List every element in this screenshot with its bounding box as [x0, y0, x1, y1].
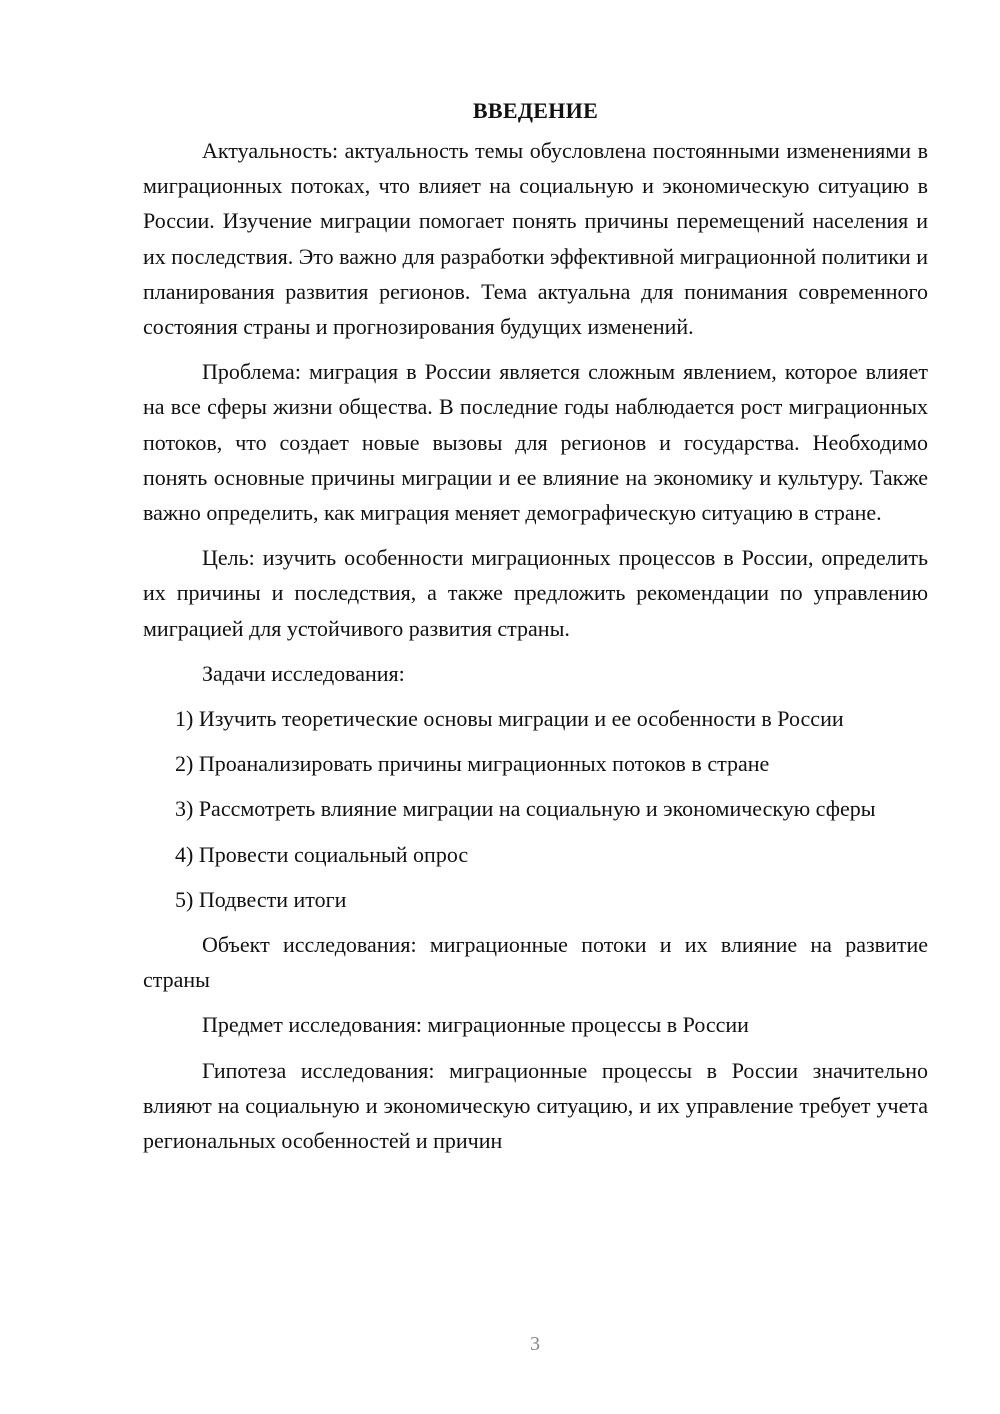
object-paragraph: Объект исследования: миграционные потоки и их влияние на развитие страны [143, 932, 928, 993]
task-item: 2) Проанализировать причины миграционных потоков в стране [175, 751, 770, 777]
task-item: 5) Подвести итоги [175, 886, 347, 912]
task-item: 1) Изучить теоретические основы миграции и ее особенности в России [175, 706, 844, 732]
document-page [143, 93, 928, 1168]
problem-paragraph: Проблема: миграция в России является сложным явлением, которое влияет на все сферы жизни общества. В последние годы наблюдается рост миграционных потоков, что создает новые вызовы для регионов и государства. Необходимо понять основные причины миграции и ее влияние на экономику и культуру. Также важно определить, как миграция меняет демографическую ситуацию в стране. [143, 359, 928, 526]
relevance-paragraph: Актуальность: актуальность темы обусловлена постоянными изменениями в миграционных потоках, что влияет на социальную и экономическую ситуацию в России. Изучение миграции помогает понять причины перемещений населения и их последствия. Это важно для разработки эффективной миграционной политики и планирования развития регионов. Тема актуальна для понимания современного состояния страны и прогнозирования будущих изменений. [143, 138, 928, 340]
hypothesis-paragraph: Гипотеза исследования: миграционные процессы в России значительно влияют на социальную и экономическую ситуацию, и их управление требует учета региональных особенностей и причин [143, 1057, 928, 1154]
goal-paragraph: Цель: изучить особенности миграционных процессов в России, определить их причины и последствия, а также предложить рекомендации по управлению миграцией для устойчивого развития страны. [143, 545, 928, 641]
page-number: 3 [530, 1333, 540, 1355]
tasks-heading: Задачи исследования: [202, 660, 405, 686]
task-item: 3) Рассмотреть влияние миграции на социальную и экономическую сферы [175, 796, 876, 822]
subject-paragraph: Предмет исследования: миграционные процессы в России [202, 1012, 749, 1038]
page-title: ВВЕДЕНИЕ [472, 98, 599, 123]
task-item: 4) Провести социальный опрос [175, 841, 469, 867]
